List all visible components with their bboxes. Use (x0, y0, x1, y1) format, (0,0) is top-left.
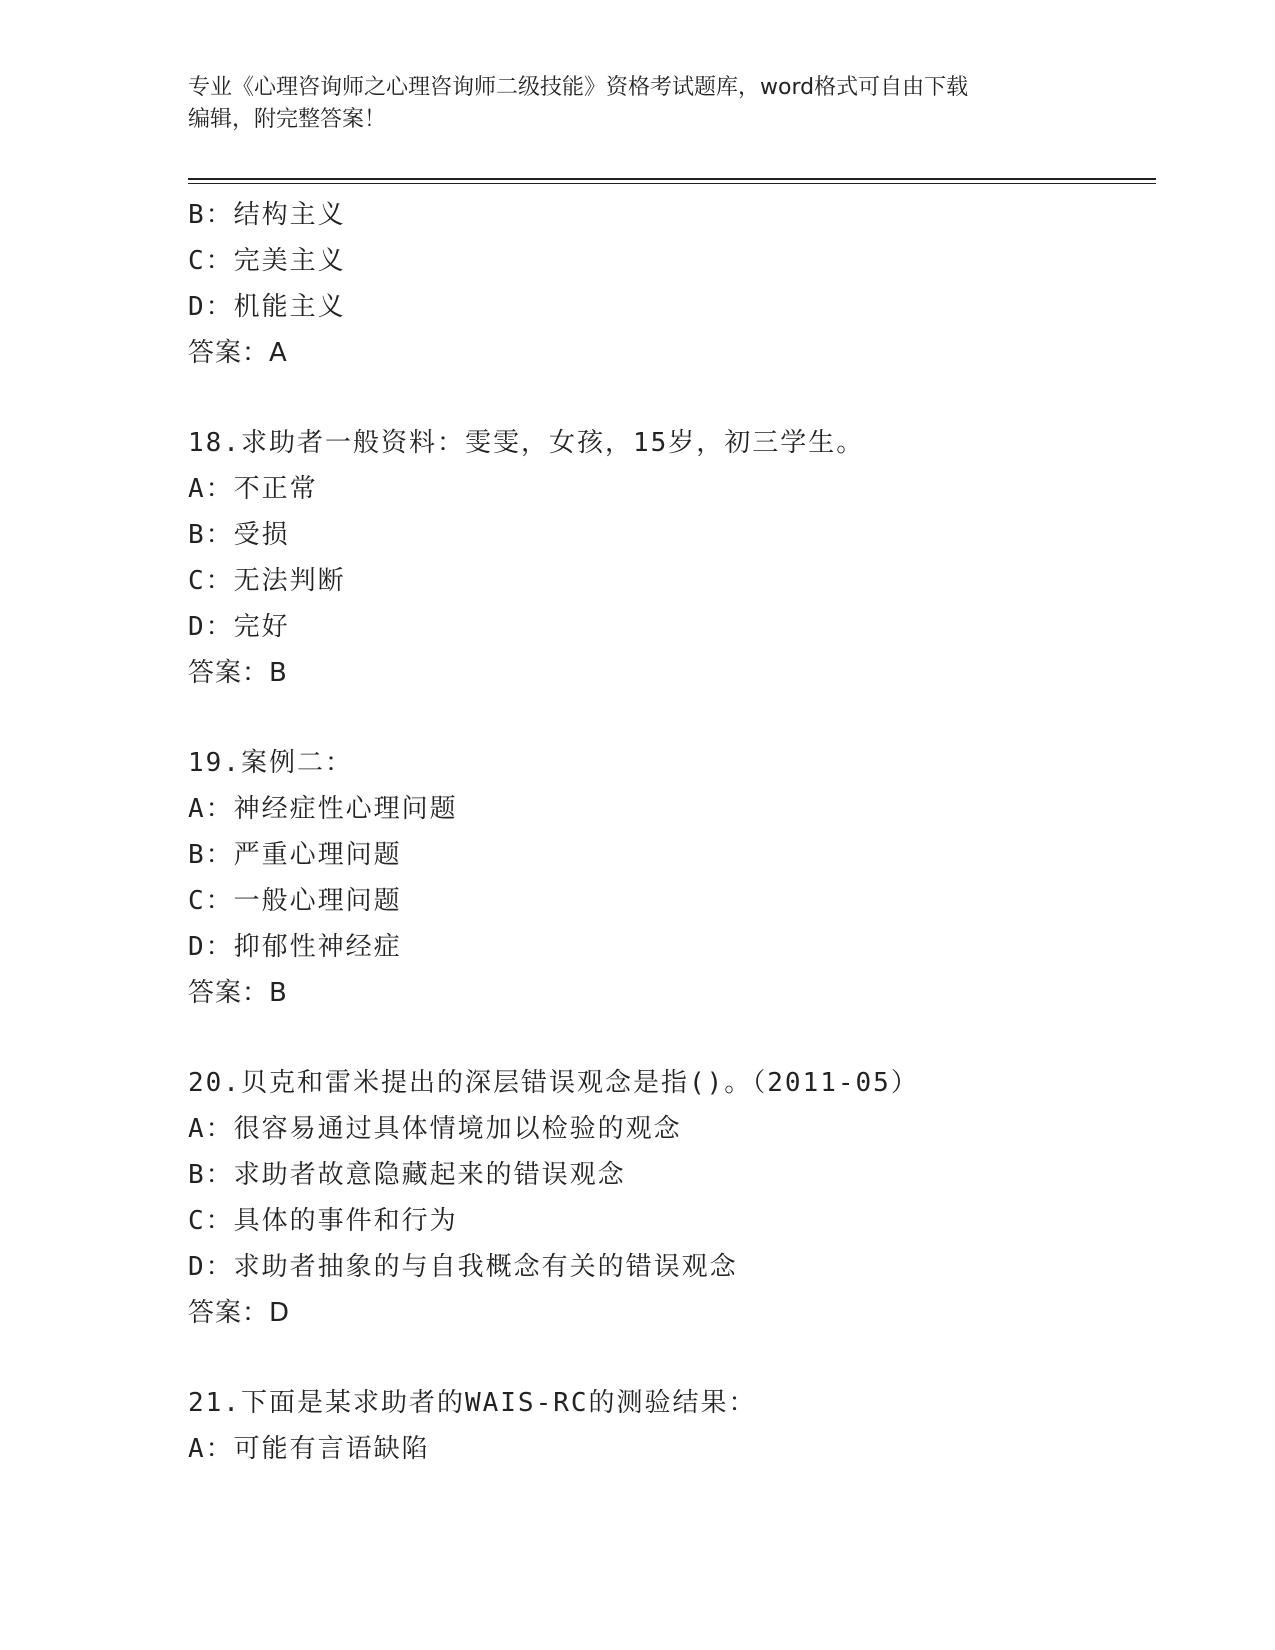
option-b: B：结构主义 (188, 200, 346, 230)
question-list (188, 192, 1148, 1472)
option-a: A：不正常 (188, 474, 318, 504)
option-a: A：可能有言语缺陷 (188, 1434, 430, 1464)
option-c: C：具体的事件和行为 (188, 1206, 458, 1236)
question-text: 21.下面是某求助者的WAIS-RC的测验结果： (188, 1388, 757, 1418)
option-d: D：求助者抽象的与自我概念有关的错误观念 (188, 1252, 738, 1282)
question-18 (188, 420, 1148, 696)
option-c: C：一般心理问题 (188, 886, 402, 916)
answer: 答案：A (188, 338, 288, 368)
question-20 (188, 1060, 1148, 1336)
header-divider (188, 178, 1156, 180)
document-header (188, 72, 1088, 136)
question-text: 20.贝克和雷米提出的深层错误观念是指()。（2011-05） (188, 1068, 919, 1098)
option-d: D：完好 (188, 612, 290, 642)
answer: 答案：D (188, 1298, 291, 1328)
header-divider-thin (188, 183, 1156, 184)
answer: 答案：B (188, 978, 288, 1008)
option-b: B：严重心理问题 (188, 840, 402, 870)
option-b: B：求助者故意隐藏起来的错误观念 (188, 1160, 626, 1190)
question-19 (188, 740, 1148, 1016)
answer: 答案：B (188, 658, 288, 688)
option-b: B：受损 (188, 520, 290, 550)
question-17 (188, 192, 1148, 376)
header-line-2: 编辑，附完整答案！ (188, 107, 387, 132)
option-d: D：抑郁性神经症 (188, 932, 402, 962)
question-text: 18.求助者一般资料：雯雯，女孩，15岁，初三学生。 (188, 428, 865, 458)
header-line-1: 专业《心理咨询师之心理咨询师二级技能》资格考试题库，word格式可自由下载 (188, 75, 969, 100)
option-a: A：很容易通过具体情境加以检验的观念 (188, 1114, 682, 1144)
question-21 (188, 1380, 1148, 1472)
option-d: D：机能主义 (188, 292, 346, 322)
option-c: C：完美主义 (188, 246, 346, 276)
option-a: A：神经症性心理问题 (188, 794, 458, 824)
option-c: C：无法判断 (188, 566, 346, 596)
question-text: 19.案例二： (188, 748, 353, 778)
